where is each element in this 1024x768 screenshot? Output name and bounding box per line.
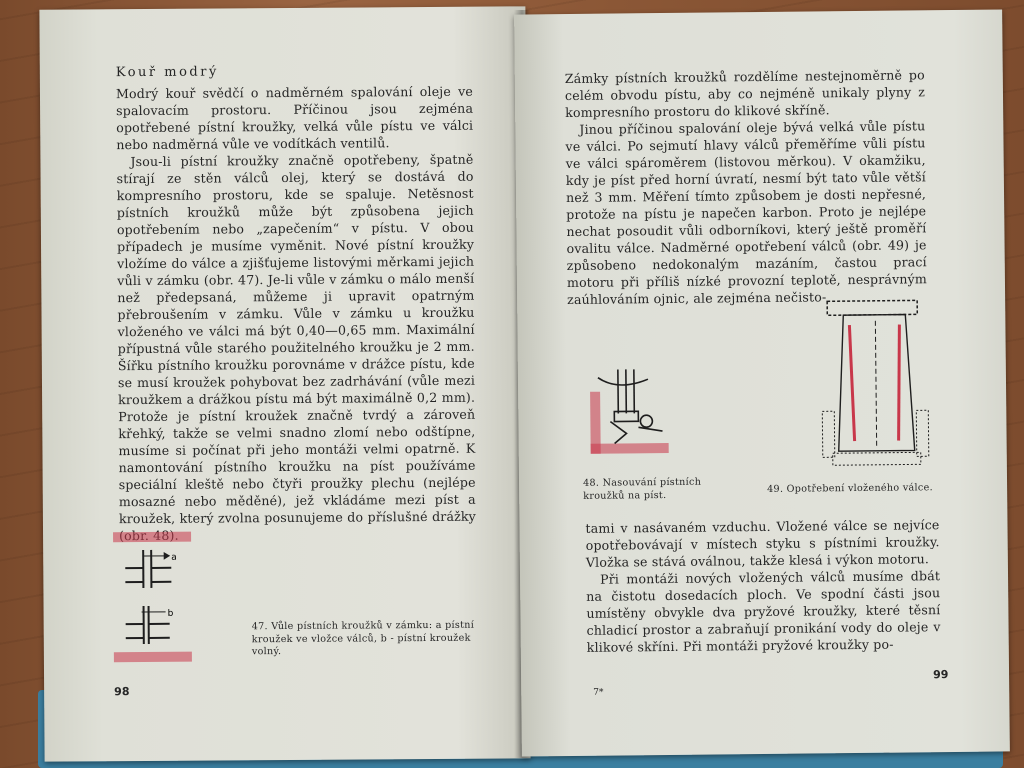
cylinder-base (833, 452, 921, 465)
center-line (875, 321, 876, 449)
page-number: 98 (114, 685, 130, 699)
figure-47-ring-gap-diagram (113, 531, 234, 662)
cylinder-wall-bottom (114, 652, 192, 663)
left-page (39, 6, 530, 761)
cylinder-top-flange (827, 300, 917, 315)
paragraph: Jsou-li pístní kroužky značně opotřebeny, špatně stírají ze stěn válců olej, který se dostává do kompresního prostoru, kde se spaluje. Netěsnost pístních kroužků může být způsobena jejich opotřebením nebo „zapečením“ v pístu. V obou případech je musíme vyměnit. Nové pístní kroužky vložíme do válce a zjišťujeme listovými měrkami jejich vůli v zámku (obr. 47). Je-li vůle v zámku o málo menší než předepsaná, můžeme ji upravit opatrným přebroušením v zámku. Vůle v zámku u kroužku vloženého ve válci má být 0,40—0,65 mm. Maximální přípustná vůle starého použitelného kroužku je 2 mm. Šířku pístního kroužku porovnáme v drážce pístu, kde se musí kroužek pohybovat bez zadrhávání (vůle mezi kroužkem a drážkou pístu má být maximálně 0,2 mm). Protože je pístní kroužek značně tvrdý a zároveň křehký, takže se velmi snadno zlomí nebo odštípne, musíme si počínat při jeho montáži velmi opatrně. K namontování pístního kroužku na píst používáme speciální kleště nebo čtyři proužky plechu (nejlépe mosazné nebo měděné), jež vkládáme mezi píst a kroužek, který zvolna posunujeme do příslušné drážky (116, 151, 476, 527)
right-page (514, 9, 1010, 756)
signature-mark: 7* (593, 687, 604, 698)
pliers-tool (598, 369, 663, 444)
section-heading: Kouř modrý (115, 64, 219, 81)
figure-48-caption: 48. Nasouvání pístních kroužků na píst. (582, 476, 702, 502)
wear-right (897, 325, 900, 441)
paragraph: tami v nasávaném vzduchu. Vložené válce se nejvíce opotřebovávají v místech styku s pístními kroužky. Vložka se stává oválnou, takže klesá i výkon motoru. (585, 517, 940, 570)
figure-49-caption: 49. Opotřebení vloženého válce. (767, 482, 933, 495)
label-b: b (167, 608, 174, 619)
paragraph: Jinou příčinou spalování oleje bývá velká vůle pístu ve válci. Po sejmutí hlavy válců přeměříme vůli pístu ve válci spároměrem (listovou měrkou). V okamžiku, kdy je píst před horní úvratí, nesmí být tato vůle větší než 3 mm. Měření tímto způsobem je dosti nepřesné, protože na pístu je napečen karbon. Proto je nejlépe nechat posoudit vůli odborníkovi, který ještě proměří ovalitu válce. Nadměrné opotřebení válců (obr. 49) je způsobeno nedokonalým mazáním, častou prací motoru při příliš nízké provozní teplotě, nesprávným zaúhlováním ojnic, ale zejména nečisto- (565, 118, 927, 308)
gap-a-dimension (143, 553, 169, 559)
figure-47-caption: 47. Vůle pístních kroužků v zámku: a pístní kroužek ve vložce válců, b - pístní kroužek volný. (251, 619, 475, 658)
wear-left (849, 325, 854, 441)
water-jacket-left (822, 411, 834, 457)
paragraph: Modrý kouř svědčí o nadměrném spalování oleje ve spalovacím prostoru. Příčinou jsou zejména opotřebené pístní kroužky, velká vůle pístu ve válci nebo nadměrná vůle ve vodítkách ventilů. (115, 83, 474, 153)
right-body-text-bottom (585, 516, 940, 656)
right-body-text-top (565, 66, 927, 308)
piston-base (591, 443, 669, 454)
figure-49-cylinder-wear-diagram (817, 300, 939, 481)
paragraph: Zámky pístních kroužků rozdělíme nestejnoměrně po celém obvodu pístu, aby co nejméně unikaly plyny z kompresního prostoru do klikové skříně. (564, 67, 926, 121)
paragraph: Při montáži nových vložených válců musíme dbát na čistotu dosedacích ploch. Ve spodní části jsou umístěny obvykle dva pryžové kroužky, které těsní chladicí prostor a zabraňují pronikání vody do oleje v klikové skříni. Při montáži pryžové kroužky po- (586, 568, 941, 655)
label-a: a (171, 552, 177, 563)
cylinder-wall-top (113, 532, 191, 543)
figure-48-ring-installation-diagram (588, 369, 679, 460)
left-body-text (116, 83, 476, 544)
page-number: 99 (932, 668, 949, 682)
water-jacket-right (916, 410, 928, 456)
